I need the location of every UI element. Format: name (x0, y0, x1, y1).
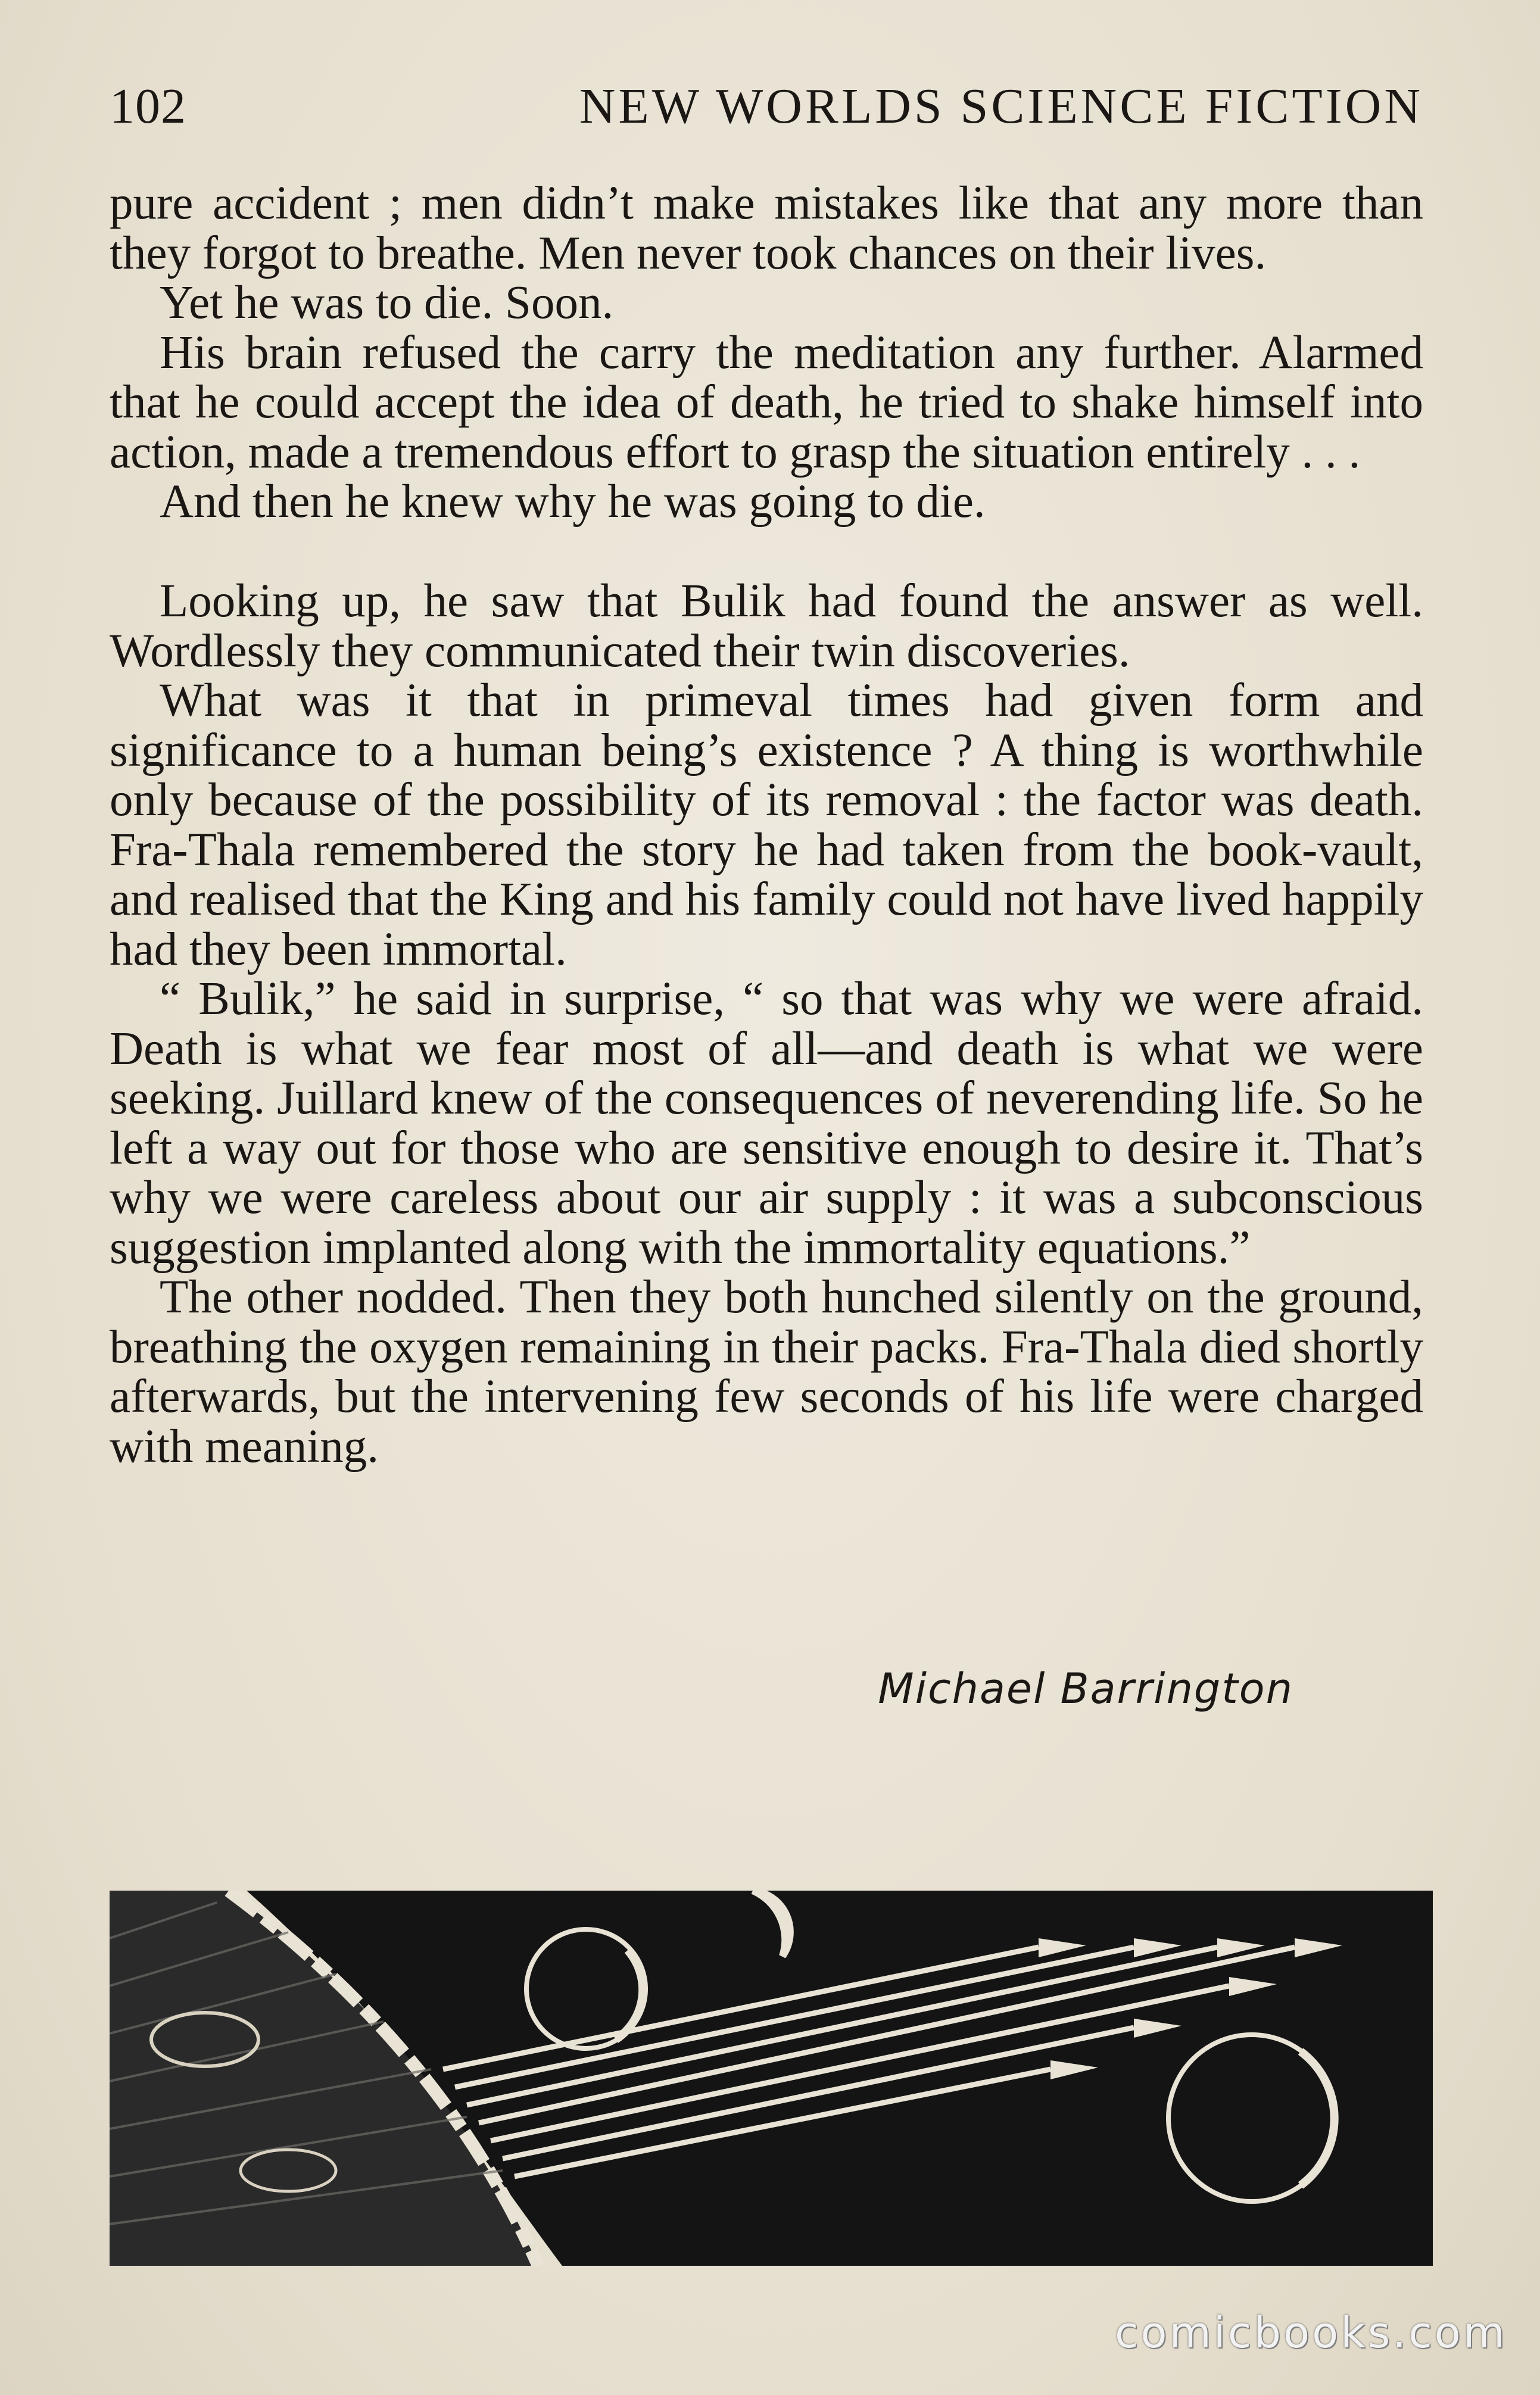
running-header (110, 77, 1423, 143)
story-text (110, 179, 1423, 1471)
paragraph: Looking up, he saw that Bulik had found the answer as well. Wordlessly they communicated their twin discoveries. (110, 575, 1423, 677)
paragraph: “ Bulik,” he said in surprise, “ so that was why we were afraid. Death is what we fear most of all—and death is what we were seeking. Juillard knew of the consequences of neverending life. So he left a way out for those who are sensitive enough to desire it. That’s why we were careless about our air supply : it was a subconscious suggestion implanted along with the immortality equations.” (110, 973, 1423, 1274)
paragraph: And then he knew why he was going to die. (160, 476, 986, 528)
paragraph: What was it that in primeval times had given form and significance to a human being’s existence ? A thing is worthwhile only because of the possibility of its removal : the factor was death. Fra-Thala remembered the story he had taken from the book-vault, and realised that the King and his family could not have lived happily had they been immortal. (110, 675, 1423, 975)
rockets-leaving-planet-illustration (110, 1891, 1433, 2266)
paragraph: The other nodded. Then they both hunched silently on the ground, breathing the oxygen remaining in their packs. Fra-Thala died shortly afterwards, but the intervening few seconds of his life were charged with meaning. (110, 1271, 1423, 1473)
paragraph: pure accident ; men didn’t make mistakes like that any more than they forgot to breathe. Men never took chances on their lives. (110, 177, 1423, 279)
paragraph: His brain refused the carry the meditation any further. Alarmed that he could accept the idea of death, he tried to shake himself into action, made a tremendous effort to grasp the situation entirely . . . (110, 326, 1423, 478)
author-byline: Michael Barrington (878, 1664, 1293, 1713)
illustration-svg (110, 1891, 1433, 2266)
paragraph: Yet he was to die. Soon. (160, 277, 614, 329)
magazine-title: NEW WORLDS SCIENCE FICTION (579, 79, 1423, 134)
watermark: comicbooks.com (1114, 2307, 1507, 2357)
page-number: 102 (110, 79, 186, 134)
